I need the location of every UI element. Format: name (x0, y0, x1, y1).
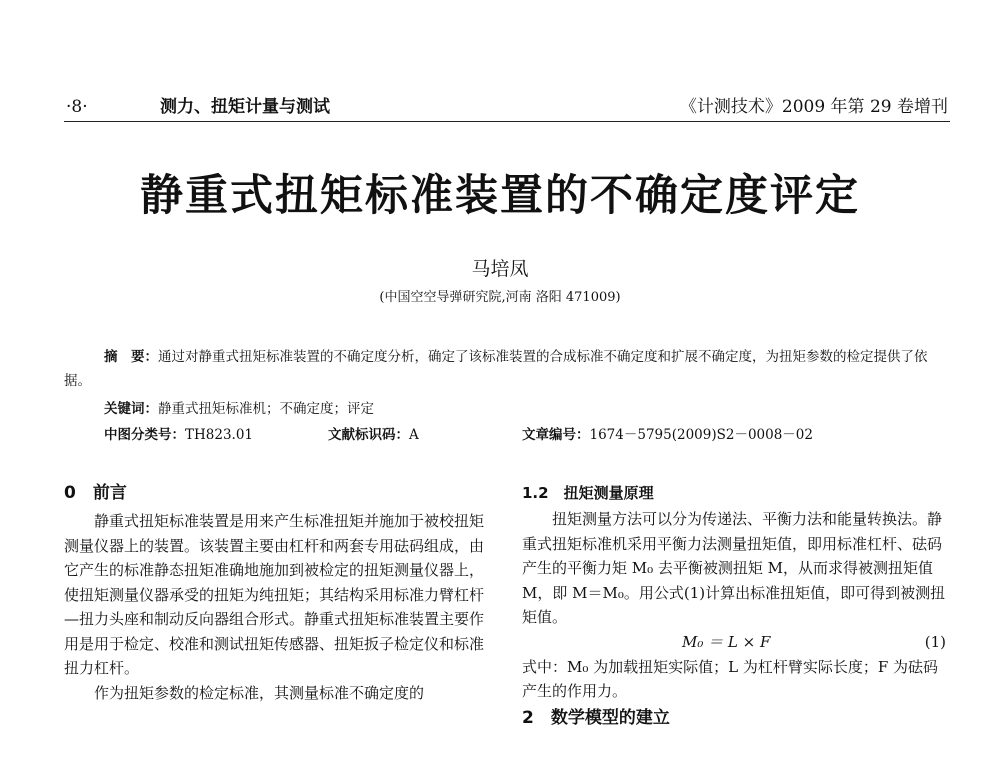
keywords (104, 397, 374, 421)
doc-code-label: 文献标识码： (328, 427, 409, 443)
header-rule (64, 121, 950, 122)
left-column (64, 481, 488, 705)
keywords-text: 静重式扭矩标准机；不确定度；评定 (158, 401, 374, 417)
article-id-label: 文章编号： (522, 427, 590, 443)
page-number: ·8· (66, 97, 88, 117)
formula-expression: M₀ ＝ L × F (682, 632, 771, 651)
right-column (522, 481, 946, 734)
clc-number (104, 423, 253, 447)
article-title: 静重式扭矩标准装置的不确定度评定 (140, 171, 860, 221)
doc-code-value: A (409, 427, 419, 443)
formula-explanation: 式中：M₀ 为加载扭矩实际值；L 为杠杆臂实际长度；F 为砝码产生的作用力。 (522, 657, 939, 700)
principle-paragraph: 扭矩测量方法可以分为传递法、平衡力法和能量转换法。静重式扭矩标准机采用平衡力法测量扭矩值，即用标准杠杆、砝码产生的平衡力矩 M₀ 去平衡被测扭矩 M，从而求得被测扭矩值 M，即 M＝M₀。用公式(1)计算出标准扭矩值，即可得到被测扭矩值。 (522, 510, 946, 626)
section-1-2-heading: 1.2 扭矩测量原理 (522, 484, 654, 502)
journal-info: 《计测技术》2009 年第 29 卷增刊 (679, 97, 948, 117)
section-0-heading: 0 前言 (64, 483, 127, 503)
clc-label: 中图分类号： (104, 427, 185, 443)
article-id-value: 1674－5795(2009)S2－0008－02 (589, 427, 813, 443)
clc-value: TH823.01 (185, 427, 254, 443)
author-name: 马培凤 (471, 258, 529, 280)
formula-number: (1) (924, 632, 946, 651)
formula-1 (522, 630, 946, 655)
document-code (328, 423, 419, 447)
abstract-label: 摘 要： (104, 349, 158, 365)
keywords-label: 关键词： (104, 401, 158, 417)
intro-paragraph-2: 作为扭矩参数的检定标准，其测量标准不确定度的 (94, 683, 425, 702)
author-affiliation: (中国空空导弹研究院,河南 洛阳 471009) (379, 290, 621, 305)
abstract-text: 通过对静重式扭矩标准装置的不确定度分析，确定了该标准装置的合成标准不确定度和扩展不确定度，为扭矩参数的检定提供了依据。 (64, 349, 928, 389)
section-title: 测力、扭矩计量与测试 (160, 97, 330, 117)
abstract (64, 345, 948, 393)
intro-paragraph: 静重式扭矩标准装置是用来产生标准扭矩并施加于被校扭矩测量仪器上的装置。该装置主要由杠杆和两套专用砝码组成，由它产生的标准静态扭矩准确地施加到被检定的扭矩测量仪器上，使扭矩测量仪器承受的扭矩为纯扭矩；其结构采用标准力臂杠杆—扭力头座和制动反向器组合形式。静重式扭矩标准装置主要作用是用于检定、校准和测试扭矩传感器、扭矩扳子检定仪和标准扭力杠杆。 (64, 512, 485, 677)
article-id (522, 423, 813, 447)
section-2-heading: 2 数学模型的建立 (522, 707, 670, 728)
